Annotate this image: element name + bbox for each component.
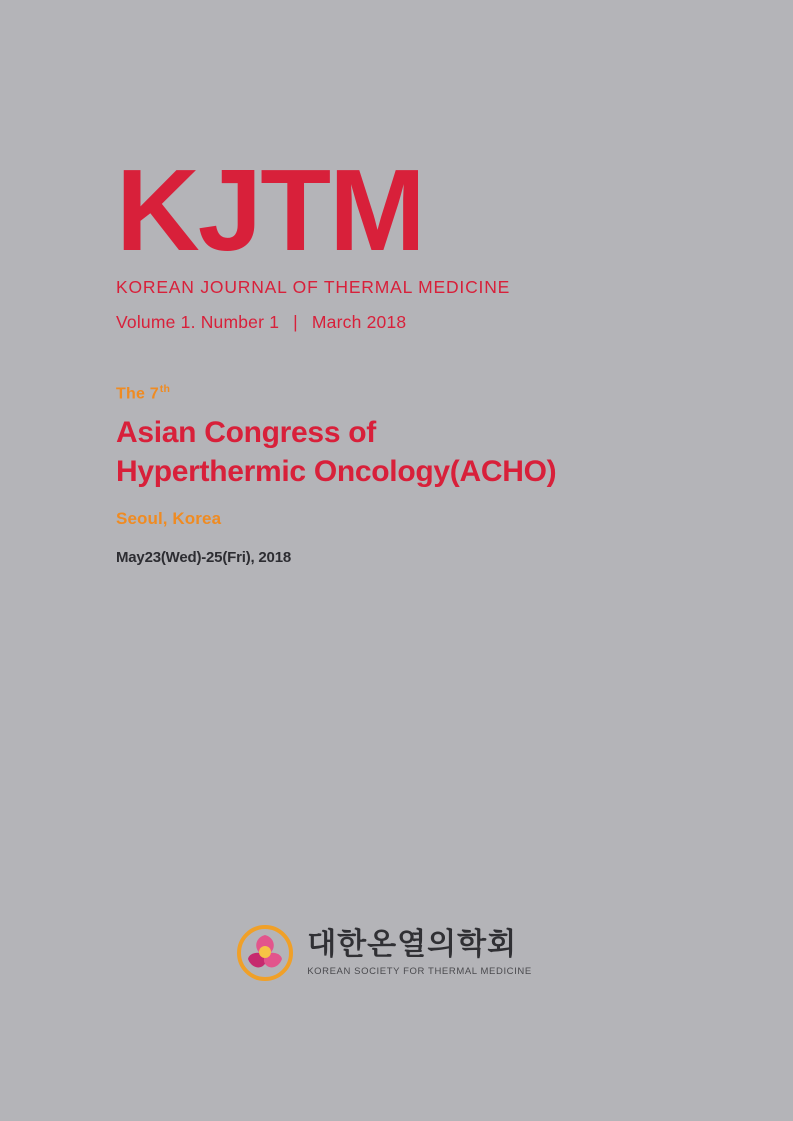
issue-date: March 2018 [311, 312, 407, 333]
congress-dates: May23(Wed)-25(Fri), 2018 [116, 549, 291, 567]
society-footer [0, 925, 793, 981]
congress-location: Seoul, Korea [116, 509, 222, 529]
society-emblem-icon [237, 925, 293, 981]
congress-ordinal [116, 383, 736, 403]
masthead [116, 145, 716, 333]
journal-full-name: KOREAN JOURNAL OF THERMAL MEDICINE [116, 277, 511, 298]
society-name-english: KOREAN SOCIETY FOR THERMAL MEDICINE [307, 966, 532, 978]
congress-title-line-2: Hyperthermic Oncology(ACHO) [116, 455, 557, 489]
congress-title-line-1: Asian Congress of [116, 416, 376, 450]
issue-line [116, 312, 716, 333]
journal-acronym: KJTM [116, 145, 424, 275]
congress-block [116, 383, 736, 566]
congress-ordinal-suffix: th [159, 383, 171, 395]
issue-volume: Volume 1. Number 1 [116, 312, 280, 333]
issue-separator: | [293, 312, 298, 333]
society-name-korean: 대한온열의학회 [307, 926, 518, 962]
congress-ordinal-number: The 7 [116, 385, 159, 403]
congress-title [116, 413, 736, 491]
